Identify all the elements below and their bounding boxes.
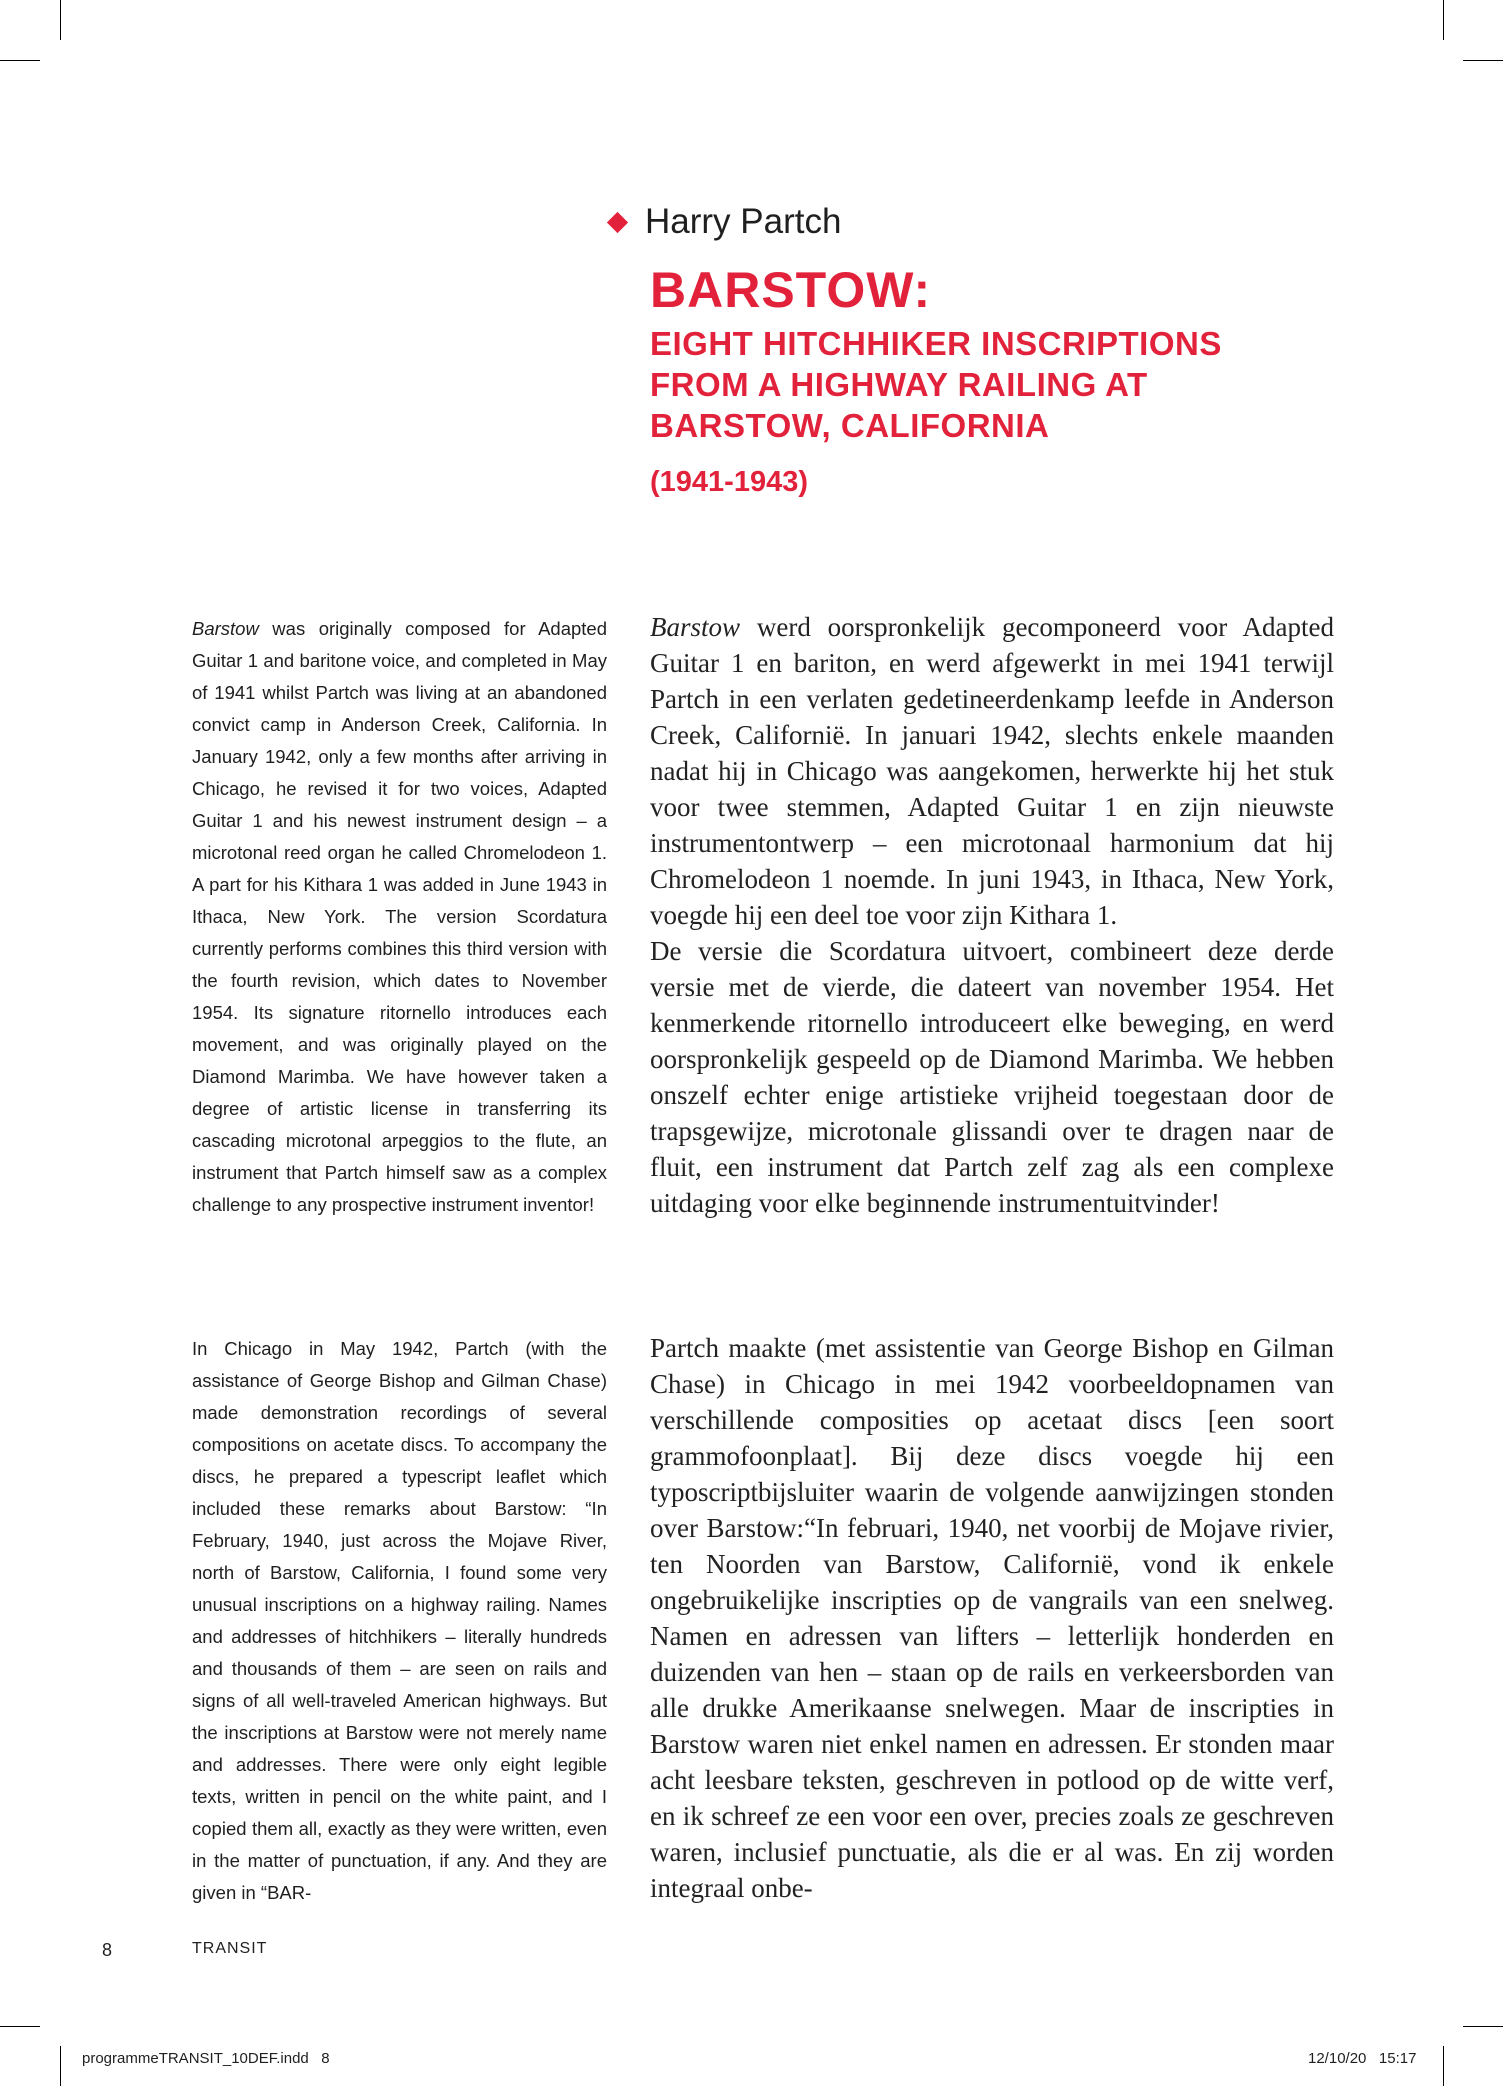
page-number: 8 [102, 1940, 113, 1960]
paragraph-text: Partch maakte (met assistentie van George Bishop en Gilman Chase) in Chicago in mei 1942 voorbeeldopnamen van verschillende composities op acetaat discs [een soort grammofoonplaat]. Bij deze discs voegde hij een typoscriptbijsluiter waarin de volgende aanwijzingen stonden over Barstow:“In februari, 1940, net voorbij de Mojave rivier, ten Noorden van Barstow, Californië, vond ik enkele ongebruikelijke inscripties op de vangrails van een snelweg. Namen en adressen van lifters – letterlijk honderden en duizenden van hen – staan op de rails en verkeersborden van alle drukke Amerikaanse snelwegen. Maar de inscripties in Barstow waren niet enkel namen en adressen. Er stonden maar acht leesbare teksten, geschreven in potlood op de witte verf, en ik schreef ze een voor een over, precies zoals ze geschreven waren, inclusief punctuatie, als die er al was. En zij worden integraal onbe- [650, 1333, 1334, 1903]
english-paragraph-2 [192, 1333, 607, 1909]
slug-filename: programmeTRANSIT_10DEF.indd 8 [82, 2050, 330, 2067]
subtitle-line: FROM A HIGHWAY RAILING AT [650, 365, 1148, 403]
piece-title: BARSTOW: [650, 262, 932, 318]
paragraph-text: In Chicago in May 1942, Partch (with the assistance of George Bishop and Gilman Chase) made demonstration recordings of several compositions on acetate discs. To accompany the discs, he prepared a typescript leaflet which included these remarks about Barstow: “In February, 1940, just across the Mojave River, north of Barstow, California, I found some very unusual inscriptions on a highway railing. Names and addresses of hitchhikers – literally hundreds and thousands of them – are seen on rails and signs of all well-traveled American highways. But the inscriptions at Barstow were not merely name and addresses. There were only eight legible texts, written in pencil on the white paint, and I copied them all, exactly as they were written, even in the matter of punctuation, if any. And they are given in “BAR- [192, 1338, 607, 1903]
paragraph-text: was originally composed for Adapted Guitar 1 and baritone voice, and completed in May of 1941 whilst Partch was living at an abandoned convict camp in Anderson Creek, California. In January 1942, only a few months after arriving in Chicago, he revised it for two voices, Adapted Guitar 1 and his newest instrument design – a microtonal reed organ he called Chromelodeon 1. A part for his Kithara 1 was added in June 1943 in Ithaca, New York. The version Scordatura currently performs combines this third version with the fourth revision, which dates to November 1954. Its signature ritornello introduces each movement, and was originally played on the Diamond Marimba. We have however taken a degree of artistic license in transferring its cascading microtonal arpeggios to the flute, an instrument that Partch himself saw as a complex challenge to any prospective instrument inventor! [192, 618, 607, 1215]
crop-mark [1463, 2026, 1503, 2027]
section-name: TRANSIT [192, 1940, 268, 1957]
crop-mark [0, 60, 40, 61]
crop-mark [60, 2046, 61, 2086]
crop-mark [1443, 0, 1444, 40]
english-paragraph-1 [192, 613, 607, 1221]
piece-subtitle [650, 323, 1366, 446]
work-title-italic: Barstow [192, 618, 259, 639]
dutch-text-block-2 [650, 1330, 1334, 1906]
subtitle-line: EIGHT HITCHHIKER INSCRIPTIONS [650, 324, 1222, 362]
composition-dates: (1941-1943) [650, 465, 808, 498]
diamond-icon [607, 211, 628, 232]
paragraph-text: De versie die Scordatura uitvoert, combineert deze derde versie met de vierde, die dateert van november 1954. Het kenmerkende ritornello introduceert elke beweging, en werd oorspronkelijk gespeeld op de Diamond Marimba. We hebben onszelf echter enige artistieke vrijheid toegestaan door de trapsgewijze, microtonale glissandi over te dragen naar de fluit, een instrument dat Partch zelf zag als een complexe uitdaging voor elke beginnende instrumentuitvinder! [650, 936, 1334, 1218]
dutch-text-block-1 [650, 609, 1334, 1221]
crop-mark [1443, 2046, 1444, 2086]
title-block [606, 202, 1366, 499]
crop-mark [0, 2026, 40, 2027]
crop-mark [60, 0, 61, 40]
composer-name: Harry Partch [645, 202, 842, 241]
subtitle-line: BARSTOW, CALIFORNIA [650, 406, 1050, 444]
crop-mark [1463, 60, 1503, 61]
composer-line [606, 202, 1366, 242]
work-title-italic: Barstow [650, 612, 741, 642]
paragraph-text: werd oorspronkelijk gecomponeerd voor Adapted Guitar 1 en bariton, en werd afgewerkt in mei 1941 terwijl Partch in een verlaten gedetineerdenkamp leefde in Anderson Creek, Californië. In januari 1942, slechts enkele maanden nadat hij in Chicago was aangekomen, herwerkte hij het stuk voor twee stemmen, Adapted Guitar 1 en zijn nieuwste instrumentontwerp – een microtonaal harmonium dat hij Chromelodeon 1 noemde. In juni 1943, in Ithaca, New York, voegde hij een deel toe voor zijn Kithara 1. [650, 612, 1334, 930]
slug-datetime: 12/10/20 15:17 [1308, 2050, 1417, 2067]
